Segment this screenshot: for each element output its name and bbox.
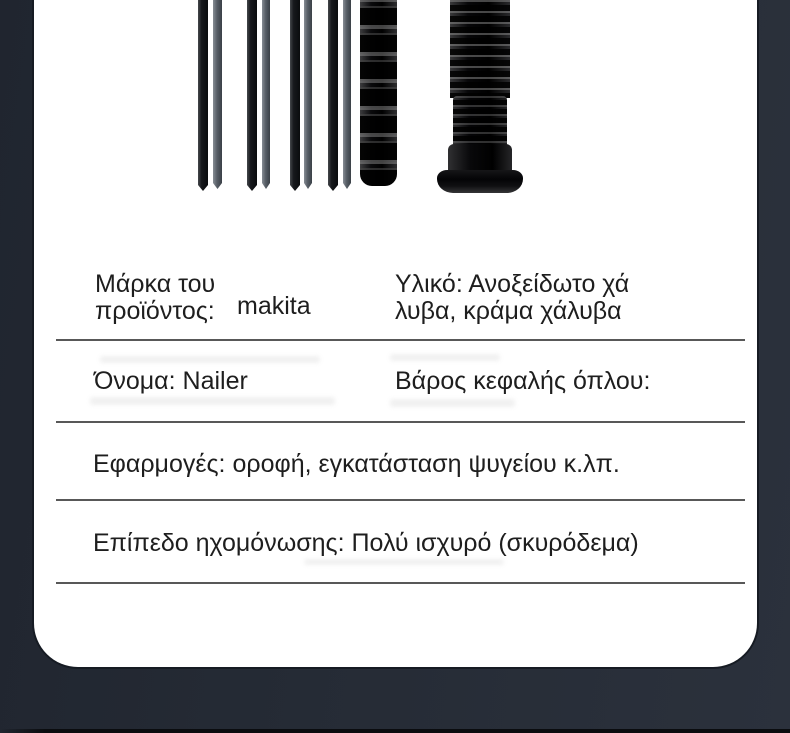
artifact-smudge [100,356,320,363]
row-divider [56,339,745,341]
thin-nail-icon [304,0,312,189]
product-name-value: Όνομα: Nailer [94,367,248,395]
brand-label-line1: Μάρκα του [95,270,216,298]
ribbed-nail-icon [360,0,397,186]
row-divider [56,499,745,501]
artifact-smudge [390,354,500,361]
product-card [32,0,759,669]
thin-nail-icon [290,0,300,191]
thin-nail-icon [262,0,270,189]
sound-insulation-value: Επίπεδο ηχομόνωσης: Πολύ ισχυρό (σκυρόδεμα) [93,529,639,557]
thin-nail-icon [198,0,208,191]
nail-shaft-threaded [453,96,507,148]
artifact-smudge [90,397,335,405]
brand-label-line2: προϊόντος: [95,297,215,325]
material-line1: Υλικό: Ανοξείδωτο χά [395,270,630,298]
bottom-bar [0,729,790,733]
thin-nail-icon [328,0,338,191]
applications-value: Εφαρμογές: οροφή, εγκατάσταση ψυγείου κ.λπ. [93,450,620,478]
artifact-smudge [390,399,515,407]
thin-nail-icon [247,0,257,191]
nail-flange [437,170,523,193]
gun-head-weight-label: Βάρος κεφαλής όπλου: [395,367,651,395]
material-line2: λυβα, κράμα χάλυβα [395,297,622,325]
thin-nail-icon [343,0,351,189]
flanged-nail-icon [437,0,523,194]
artifact-smudge [304,559,504,565]
brand-label [95,271,215,325]
thin-nail-icon [213,0,222,189]
material-value [395,271,629,325]
product-image [34,0,757,200]
brand-value: makita [237,292,311,320]
row-divider [56,421,745,423]
nail-shaft-ribbed [450,0,510,98]
row-divider [56,582,745,584]
